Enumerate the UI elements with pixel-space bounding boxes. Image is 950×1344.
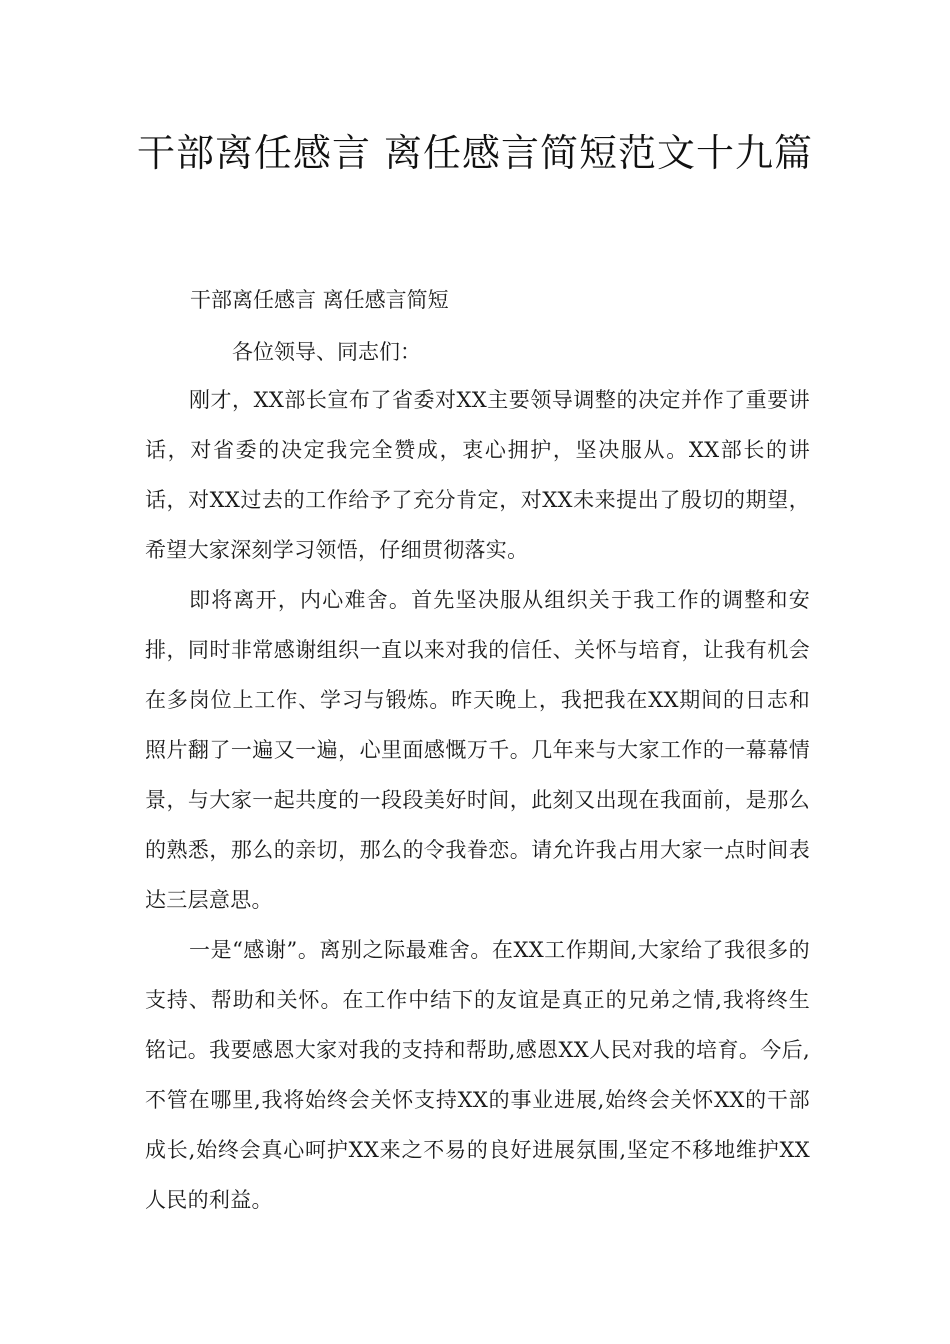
paragraph: 一是“感谢”。离别之际最难舍。在XX工作期间,大家给了我很多的支持、帮助和关怀。在工作中结下的友谊是真正的兄弟之情,我将终生铭记。我要感恩大家对我的支持和帮助,感恩XX人民对我的培育。今后,不管在哪里,我将始终会关怀支持XX的事业进展,始终会关怀XX的干部成长,始终会真心呵护XX来之不易的良好进展氛围,坚定不移地维护XX人民的利益。 — [145, 938, 810, 1212]
paragraph: 即将离开，内心难舍。首先坚决服从组织关于我工作的调整和安排，同时非常感谢组织一直以来对我的信任、关怀与培育，让我有机会在多岗位上工作、学习与锻炼。昨天晚上，我把我在XX期间的日志和照片翻了一遍又一遍，心里面感慨万千。几年来与大家工作的一幕幕情景，与大家一起共度的一段段美好时间，此刻又出现在我面前，是那么的熟悉，那么的亲切，那么的令我眷恋。请允许我占用大家一点时间表达三层意思。 — [145, 588, 810, 912]
paragraph: 刚才，XX部长宣布了省委对XX主要领导调整的决定并作了重要讲话，对省委的决定我完全赞成，衷心拥护，坚决服从。XX部长的讲话，对XX过去的工作给予了充分肯定，对XX未来提出了殷切的期望，希望大家深刻学习领悟，仔细贯彻落实。 — [145, 388, 810, 562]
document-subtitle: 干部离任感言 离任感言简短 — [190, 288, 449, 312]
document-body — [145, 375, 810, 1225]
document-title: 干部离任感言 离任感言简短范文十九篇 — [136, 131, 814, 175]
salutation: 各位领导、同志们： — [232, 340, 421, 364]
